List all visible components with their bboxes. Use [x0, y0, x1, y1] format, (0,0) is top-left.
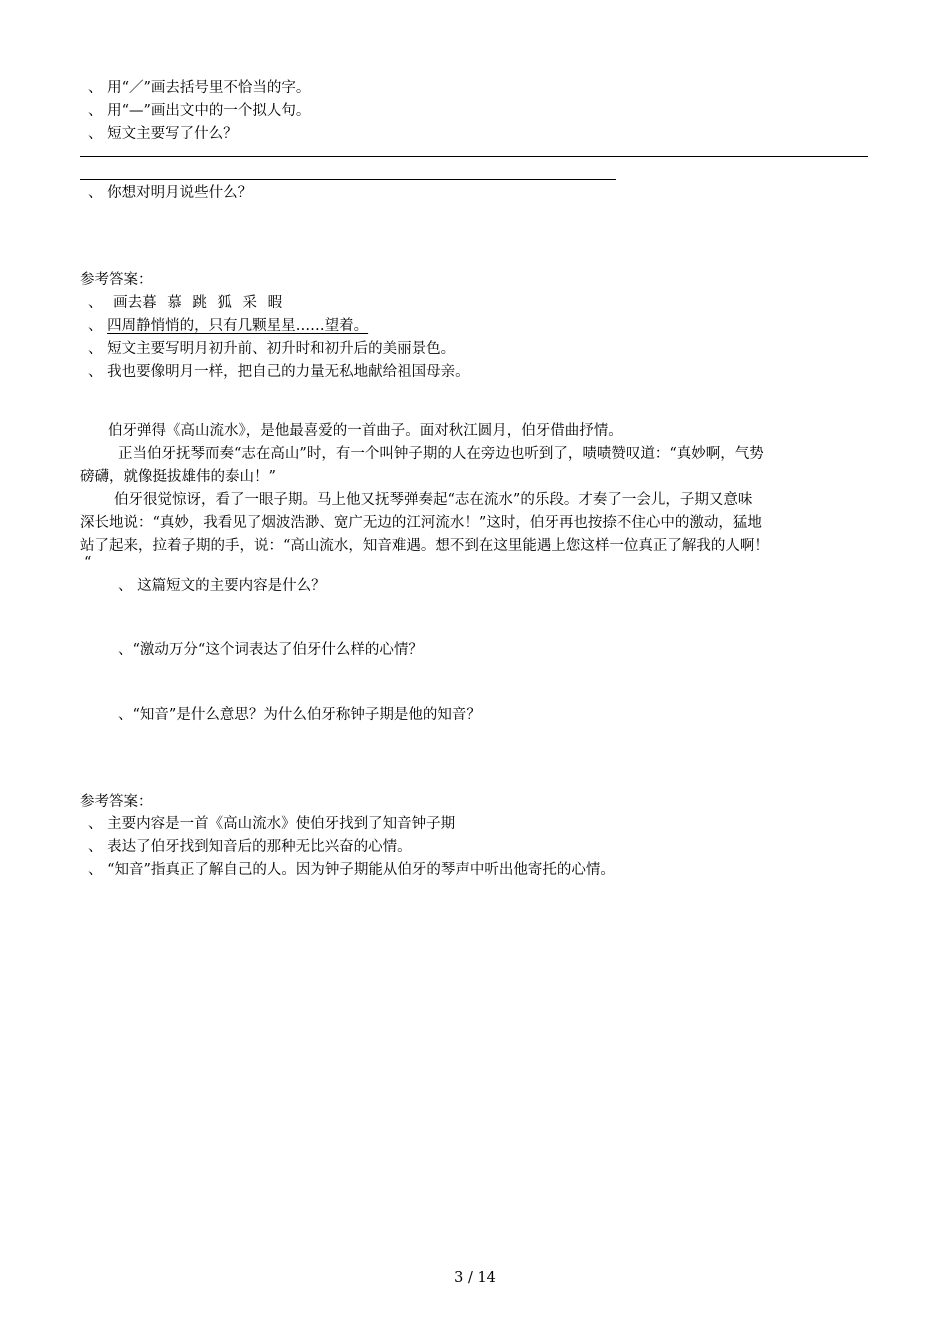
page-number: 3 / 14 — [454, 1270, 496, 1286]
answers-heading-1: 参考答案： — [80, 272, 153, 288]
answer-1-2-underlined-sentence: 四周静悄悄的，只有几颗星星……望着。 — [107, 318, 369, 334]
answer-2-1: 、 主要内容是一首《高山流水》使伯牙找到了知音钟子期 — [88, 816, 456, 832]
answer-1-2 — [88, 316, 368, 336]
question-1: 、 用“／”画去括号里不恰当的字。 — [88, 80, 311, 96]
passage-line-1: 伯牙弹得《高山流水》，是他最喜爱的一首曲子。面对秋江圆月，伯牙借曲抒情。 — [108, 423, 623, 439]
question-5: 、 这篇短文的主要内容是什么？ — [118, 578, 326, 594]
passage-line-2: 正当伯牙抚琴而奏“志在高山”时，有一个叫钟子期的人在旁边也听到了，啧啧赞叹道：“真妙啊，气势 — [118, 446, 764, 462]
answer-1-3: 、 短文主要写明月初升前、初升时和初升后的美丽景色。 — [88, 341, 456, 357]
answer-1-2-prefix: 、 — [88, 318, 108, 334]
answer-2-3: 、 “知音”指真正了解自己的人。因为钟子期能从伯牙的琴声中听出他寄托的心情。 — [88, 862, 615, 878]
passage-line-7: “ — [84, 555, 92, 571]
question-3: 、 短文主要写了什么？ — [88, 126, 238, 142]
question-6: 、“激动万分“这个词表达了伯牙什么样的心情？ — [118, 642, 423, 658]
question-4: 、 你想对明月说些什么？ — [88, 185, 253, 201]
passage-line-4: 伯牙很觉惊讶，看了一眼子期。马上他又抚琴弹奏起“志在流水”的乐段。才奏了一会儿，子期又意味 — [114, 492, 753, 508]
answer-line-1[interactable] — [80, 156, 868, 157]
passage-line-5: 深长地说：“真妙，我看见了烟波浩渺、宽广无边的江河流水！”这时，伯牙再也按捺不住心中的激动，猛地 — [80, 515, 762, 531]
answers-heading-2: 参考答案： — [80, 794, 153, 810]
question-7: 、“知音”是什么意思？为什么伯牙称钟子期是他的知音？ — [118, 707, 481, 723]
answer-1-1: 、 画去暮 慕 跳 狐 采 暇 — [88, 295, 283, 311]
passage-line-3: 磅礴，就像挺拔雄伟的泰山！” — [80, 469, 276, 485]
answer-1-4: 、 我也要像明月一样，把自己的力量无私地献给祖国母亲。 — [88, 364, 470, 380]
answer-line-2[interactable] — [80, 179, 616, 180]
question-2: 、 用“—”画出文中的一个拟人句。 — [88, 103, 311, 119]
answer-2-2: 、 表达了伯牙找到知音后的那种无比兴奋的心情。 — [88, 839, 412, 855]
passage-line-6: 站了起来，拉着子期的手，说：“高山流水，知音难遇。想不到在这里能遇上您这样一位真正了解我的人啊！ — [80, 538, 769, 554]
